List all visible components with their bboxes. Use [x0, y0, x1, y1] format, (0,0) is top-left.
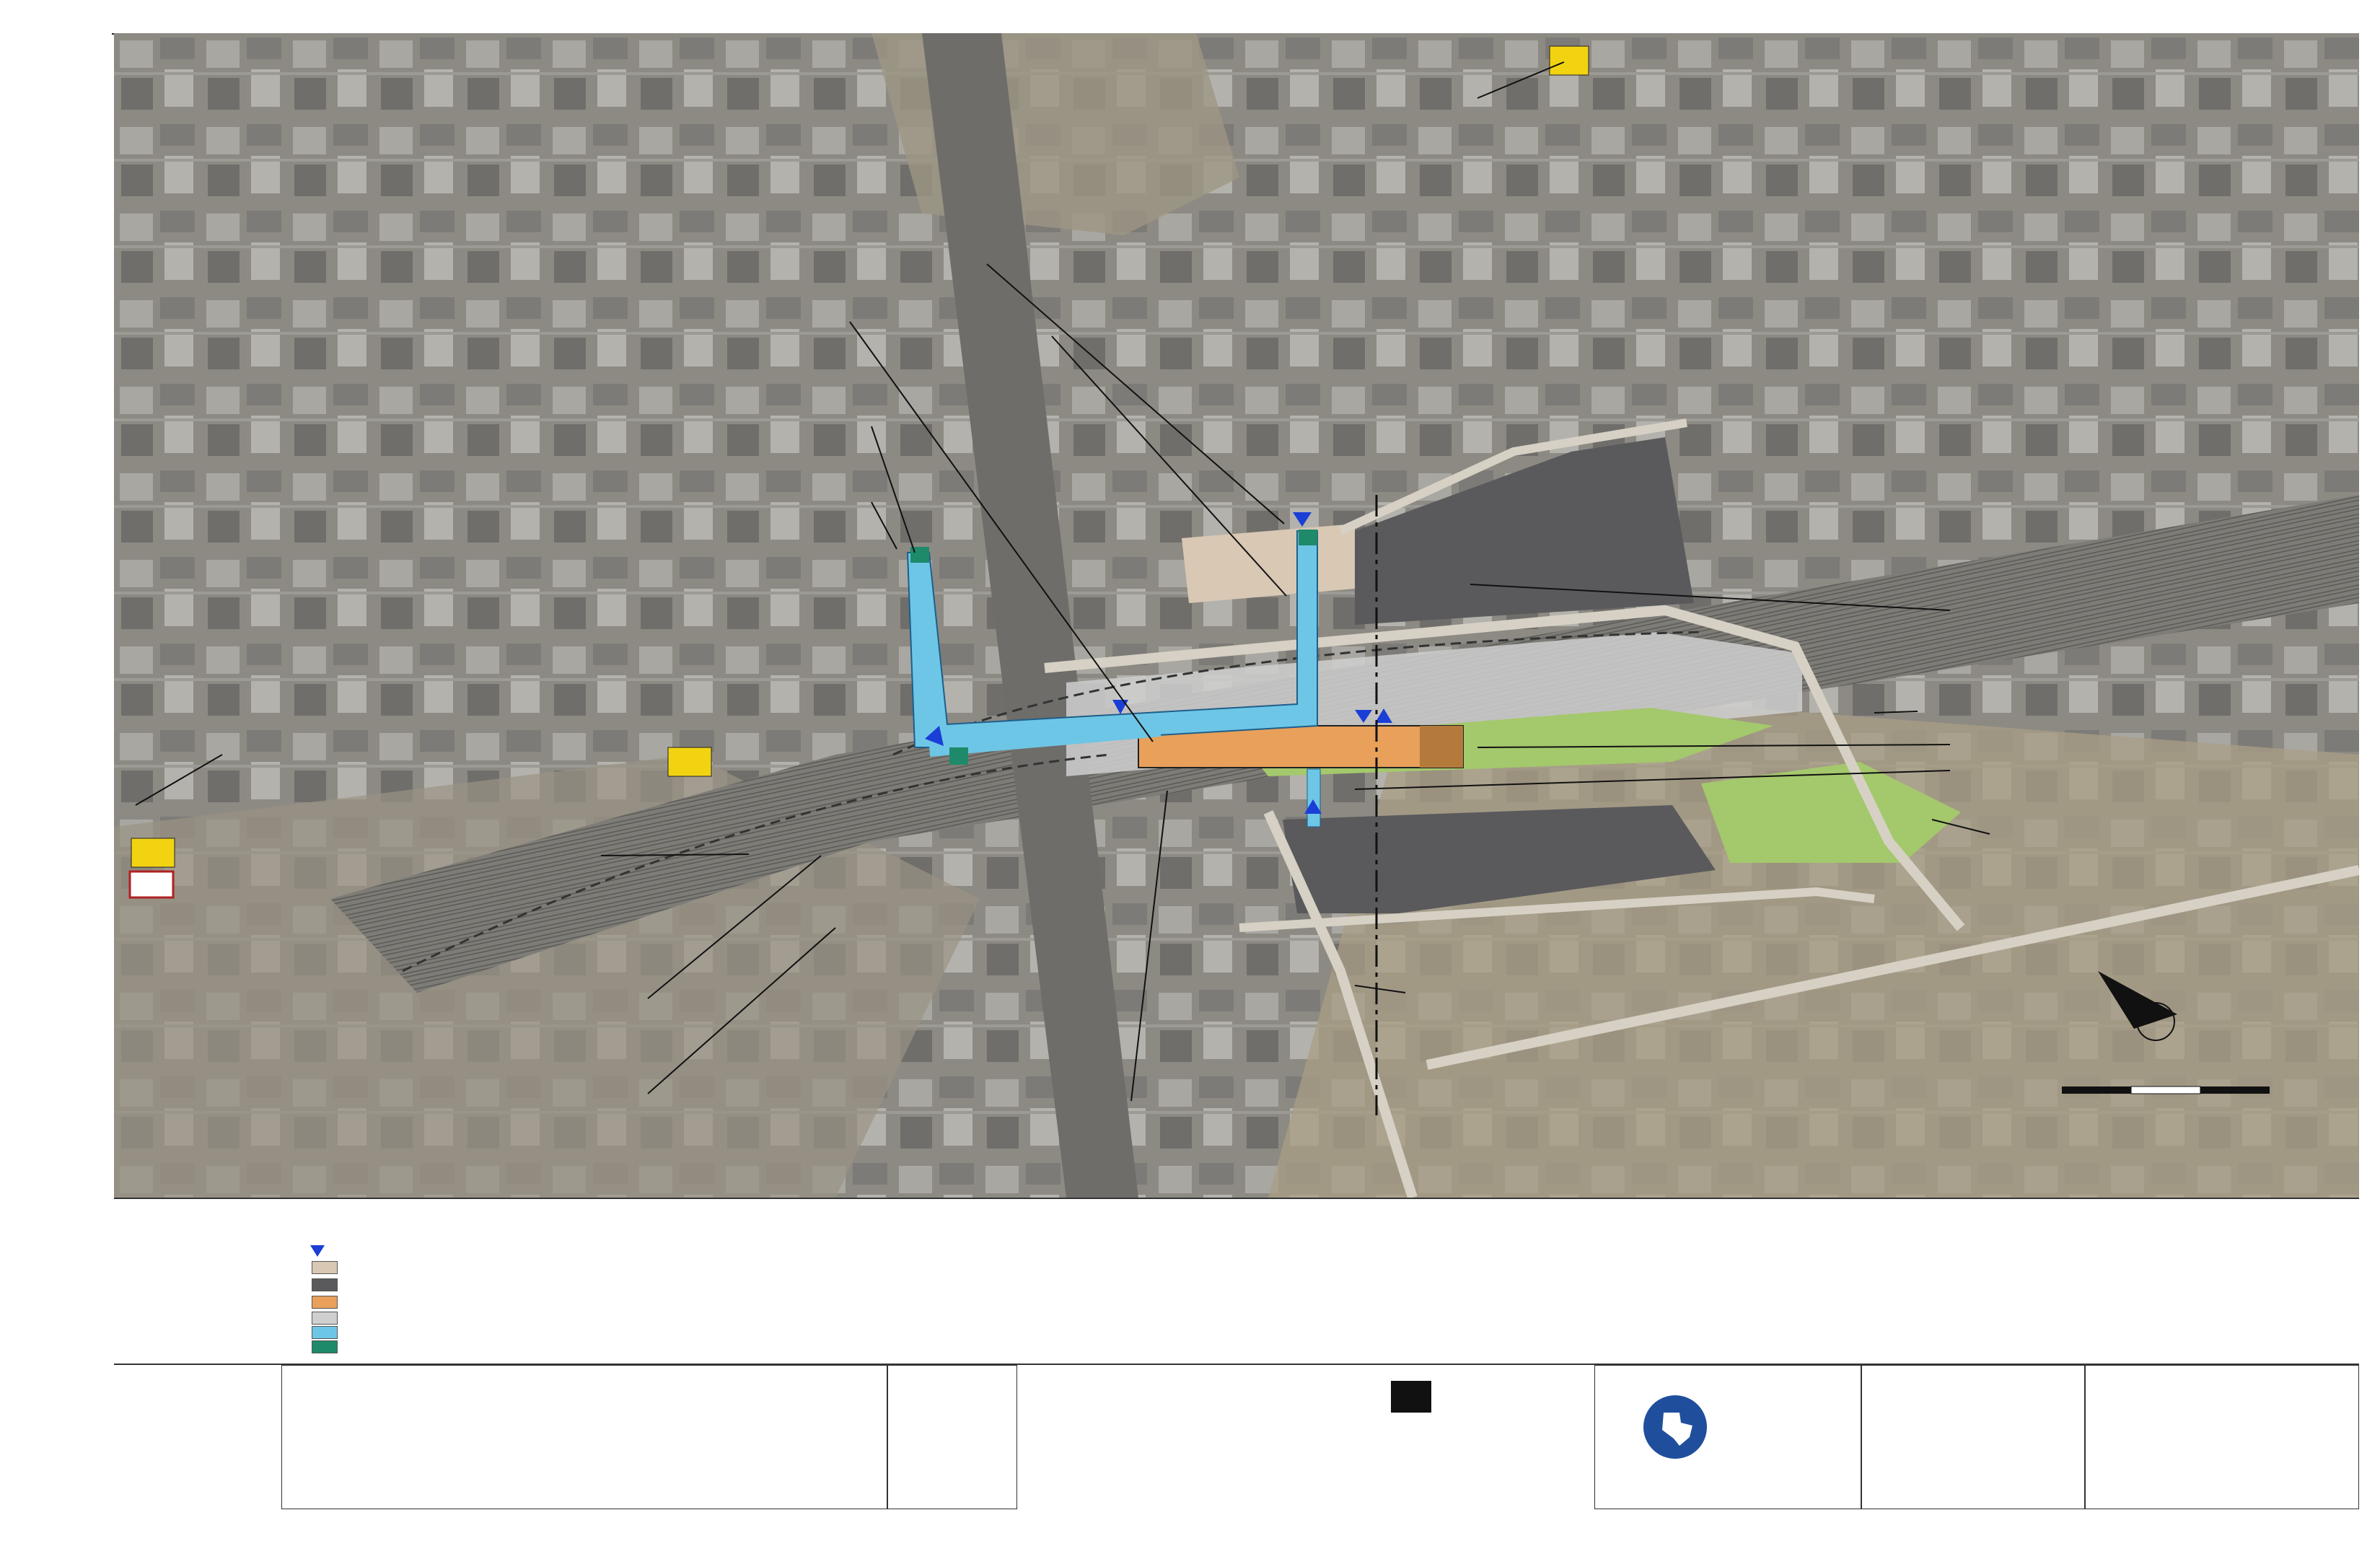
signature-block — [887, 1365, 1017, 1509]
legend-swatch-vertical — [312, 1340, 338, 1353]
vertical-circulation-2 — [1299, 530, 1317, 545]
map-canvas — [114, 33, 2359, 1198]
drawing-title-block — [1861, 1365, 2085, 1509]
drawing-info-block — [2085, 1365, 2359, 1509]
texas-central-icon — [1642, 1394, 1708, 1460]
legend-swatch-parking — [312, 1278, 338, 1291]
legend-swatch-station — [312, 1296, 338, 1309]
notes-legend-panel — [114, 1198, 2359, 1365]
scale-bar — [2062, 1086, 2270, 1094]
grid-column-ruler — [112, 20, 2359, 35]
legend-swatch-bridge — [312, 1326, 338, 1339]
legend-swatch-plaza — [312, 1261, 338, 1274]
drop-off-legend-icon — [309, 1244, 326, 1258]
legend-swatch-hsr — [312, 1312, 338, 1325]
freese-nichols-icon — [1391, 1381, 1431, 1413]
title-block — [114, 1364, 2359, 1509]
client-block — [1594, 1365, 1861, 1509]
vertical-circulation-3 — [949, 747, 968, 765]
revision-table — [281, 1365, 887, 1509]
aerial-map — [114, 33, 2359, 1198]
